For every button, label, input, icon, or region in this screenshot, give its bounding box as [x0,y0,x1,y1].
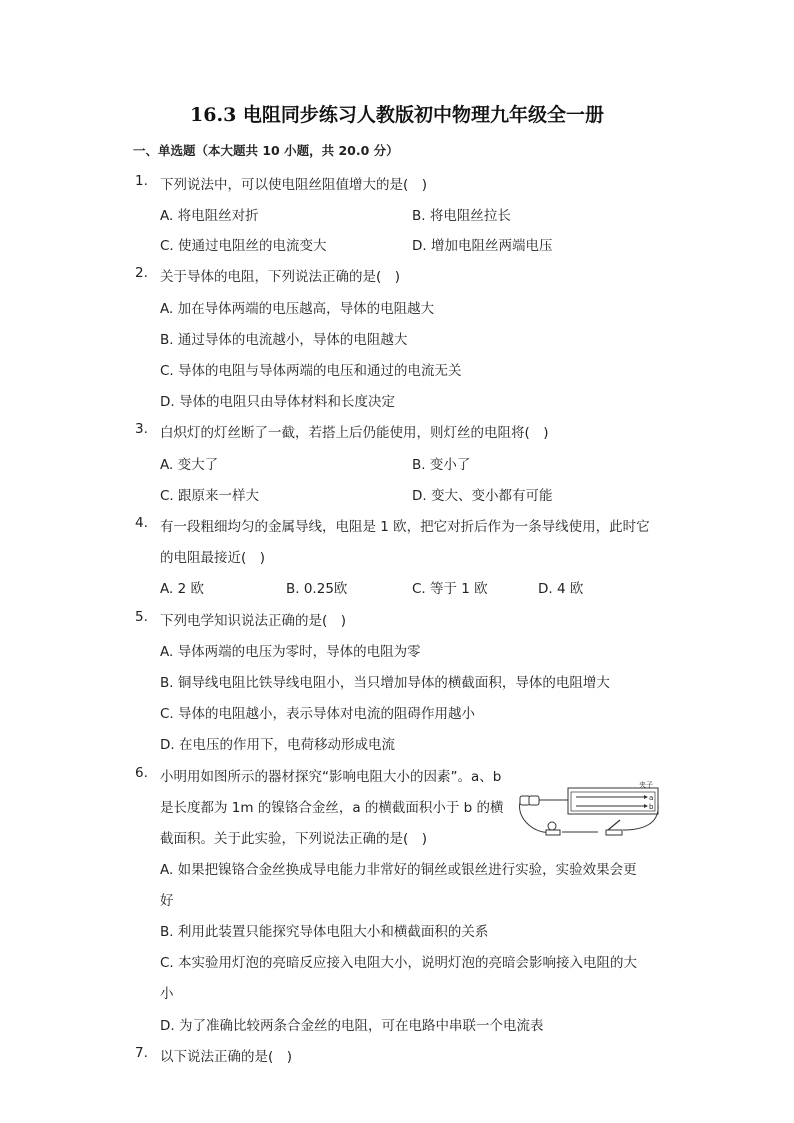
option-b: B. 0.25欧 [286,581,348,597]
option-a: A. 2 欧 [160,581,204,597]
option-d: D. 增加电阻丝两端电压 [412,238,553,254]
question-stem: 小明用如图所示的器材探究“影响电阻大小的因素”。a、b [160,769,502,785]
question-number: 1. [135,173,148,189]
question-number: 7. [135,1045,148,1061]
bulb-icon [548,822,556,830]
option-d: D. 在电压的作用下，电荷移动形成电流 [160,737,395,753]
question-stem: 有一段粗细均匀的金属导线，电阻是 1 欧，把它对折后作为一条导线使用，此时它 [160,519,650,535]
switch-base-icon [606,830,622,835]
option-a: A. 导体两端的电压为零时，导体的电阻为零 [160,644,421,660]
option-a: A. 如果把镍铬合金丝换成导电能力非常好的铜丝或银丝进行实验，实验效果会更 [160,862,637,878]
option-b: B. 变小了 [412,457,471,473]
question-stem-cont: 的电阻最接近( ) [160,550,266,566]
option-a: A. 变大了 [160,457,219,473]
option-b: B. 通过导体的电流越小，导体的电阻越大 [160,332,408,348]
question-stem-cont: 截面积。关于此实验，下列说法正确的是( ) [160,831,428,847]
battery-cell-icon [529,796,539,805]
circuit-diagram [518,781,663,841]
question-stem-cont: 是长度都为 1m 的镍铬合金丝，a 的横截面积小于 b 的横 [160,800,504,816]
clip-icon [608,820,620,830]
question-number: 2. [135,265,148,281]
question-stem: 以下说法正确的是( ) [160,1049,293,1065]
option-c: C. 导体的电阻与导体两端的电压和通过的电流无关 [160,363,462,379]
question-number: 3. [135,421,148,437]
question-stem: 下列说法中，可以使电阻丝阻值增大的是( ) [160,177,428,193]
option-c: C. 等于 1 欧 [412,581,488,597]
section-heading: 一、单选题（本大题共 10 小题，共 20.0 分） [133,143,399,158]
option-a: A. 加在导体两端的电压越高，导体的电阻越大 [160,301,435,317]
page-title: 16.3 电阻同步练习人教版初中物理九年级全一册 [190,104,604,126]
option-c: C. 使通过电阻丝的电流变大 [160,238,327,254]
option-c: C. 跟原来一样大 [160,488,260,504]
option-d: D. 变大、变小都有可能 [412,488,553,504]
option-b: B. 将电阻丝拉长 [412,208,511,224]
option-a: A. 将电阻丝对折 [160,208,259,224]
option-d: D. 为了准确比较两条合金丝的电阻，可在电路中串联一个电流表 [160,1018,544,1034]
option-c: C. 本实验用灯泡的亮暗反应接入电阻大小，说明灯泡的亮暗会影响接入电阻的大 [160,955,638,971]
option-a-cont: 好 [160,893,174,909]
question-number: 5. [135,609,148,625]
wire-a-label: a [649,794,654,802]
option-d: D. 4 欧 [538,581,584,597]
question-stem: 白炽灯的灯丝断了一截，若搭上后仍能使用，则灯丝的电阻将( ) [160,425,549,441]
wire-b-label: b [649,803,654,811]
option-b: B. 铜导线电阻比铁导线电阻小，当只增加导体的横截面积，导体的电阻增大 [160,675,610,691]
question-stem: 关于导体的电阻，下列说法正确的是( ) [160,269,401,285]
clip-label: 夹子 [639,781,653,789]
option-d: D. 导体的电阻只由导体材料和长度决定 [160,394,395,410]
option-c-cont: 小 [160,986,174,1002]
option-c: C. 导体的电阻越小，表示导体对电流的阻碍作用越小 [160,706,476,722]
question-number: 4. [135,515,148,531]
option-b: B. 利用此装置只能探究导体电阻大小和横截面积的关系 [160,924,489,940]
question-stem: 下列电学知识说法正确的是( ) [160,613,347,629]
question-number: 6. [135,765,148,781]
